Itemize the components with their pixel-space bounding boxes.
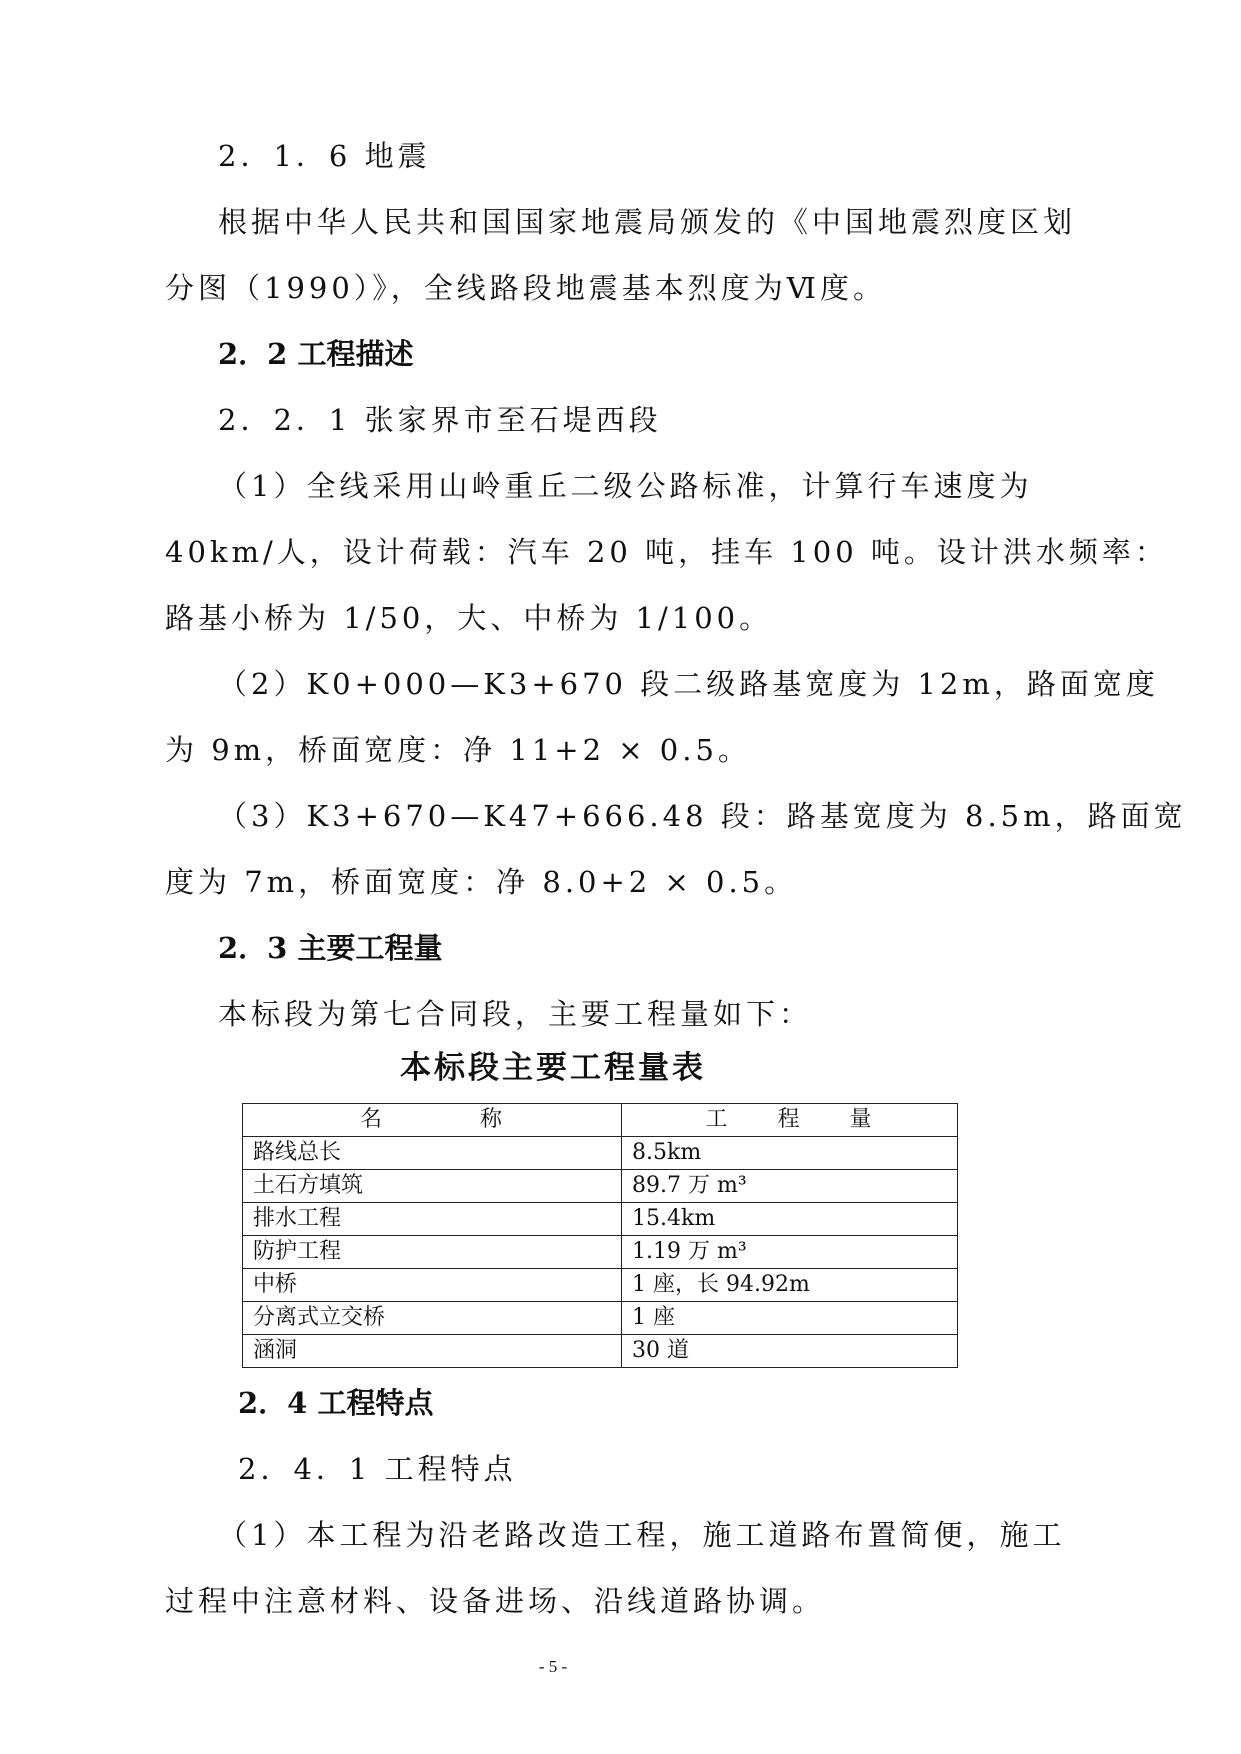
- heading-2-3: 2．3 主要工程量: [218, 931, 443, 965]
- heading-2-2-1: 2．2．1 张家界市至石堤西段: [218, 403, 662, 437]
- paragraph-line: （2）K0+000—K3+670 段二级路基宽度为 12m，路面宽度: [218, 667, 1159, 701]
- row-value: 1 座: [622, 1302, 958, 1335]
- paragraph-line: 为 9m，桥面宽度：净 11+2 × 0.5。: [165, 733, 751, 767]
- heading-2-2: 2．2 工程描述: [218, 337, 414, 371]
- table-row: [243, 1137, 958, 1170]
- header-quantity: 工 程 量: [622, 1104, 958, 1137]
- paragraph-line: （1）本工程为沿老路改造工程，施工道路布置简便，施工: [218, 1518, 1066, 1552]
- row-name: 分离式立交桥: [243, 1302, 622, 1335]
- row-value: 15.4km: [622, 1203, 958, 1236]
- heading-2-4: 2．4 工程特点: [238, 1386, 434, 1420]
- table-title: 本标段主要工程量表: [400, 1050, 706, 1086]
- table-row: [243, 1335, 958, 1368]
- row-name: 土石方填筑: [243, 1170, 622, 1203]
- paragraph-line: （3）K3+670—K47+666.48 段：路基宽度为 8.5m，路面宽: [218, 799, 1187, 833]
- paragraph-line: 根据中华人民共和国国家地震局颁发的《中国地震烈度区划: [218, 205, 1077, 239]
- row-value: 30 道: [622, 1335, 958, 1368]
- table-row: [243, 1203, 958, 1236]
- paragraph-line: 度为 7m，桥面宽度：净 8.0+2 × 0.5。: [165, 865, 798, 899]
- table-row: [243, 1170, 958, 1203]
- table-row: [243, 1302, 958, 1335]
- row-name: 中桥: [243, 1269, 622, 1302]
- paragraph-line: 分图（1990）》，全线路段地震基本烈度为Ⅵ度。: [165, 271, 886, 305]
- quantities-table: [242, 1103, 958, 1368]
- row-name: 防护工程: [243, 1236, 622, 1269]
- paragraph-line: 路基小桥为 1/50，大、中桥为 1/100。: [165, 601, 773, 635]
- header-name: 名 称: [243, 1104, 622, 1137]
- row-name: 排水工程: [243, 1203, 622, 1236]
- paragraph-line: 过程中注意材料、设备进场、沿线道路协调。: [165, 1584, 826, 1618]
- row-name: 涵洞: [243, 1335, 622, 1368]
- paragraph-line: 40km/人，设计荷载：汽车 20 吨，挂车 100 吨。设计洪水频率：: [165, 535, 1168, 569]
- paragraph-line: 本标段为第七合同段，主要工程量如下：: [218, 997, 813, 1031]
- row-value: 89.7 万 m³: [622, 1170, 958, 1203]
- row-value: 1.19 万 m³: [622, 1236, 958, 1269]
- row-value: 8.5km: [622, 1137, 958, 1170]
- table-row: [243, 1269, 958, 1302]
- row-name: 路线总长: [243, 1137, 622, 1170]
- page-number: - 5 -: [538, 1657, 568, 1676]
- row-value: 1 座，长 94.92m: [622, 1269, 958, 1302]
- heading-2-4-1: 2．4．1 工程特点: [238, 1452, 517, 1486]
- paragraph-line: （1）全线采用山岭重丘二级公路标准，计算行车速度为: [218, 469, 1033, 503]
- table-row: [243, 1236, 958, 1269]
- heading-2-1-6: 2．1．6 地震: [218, 139, 431, 173]
- table-header-row: [243, 1104, 958, 1137]
